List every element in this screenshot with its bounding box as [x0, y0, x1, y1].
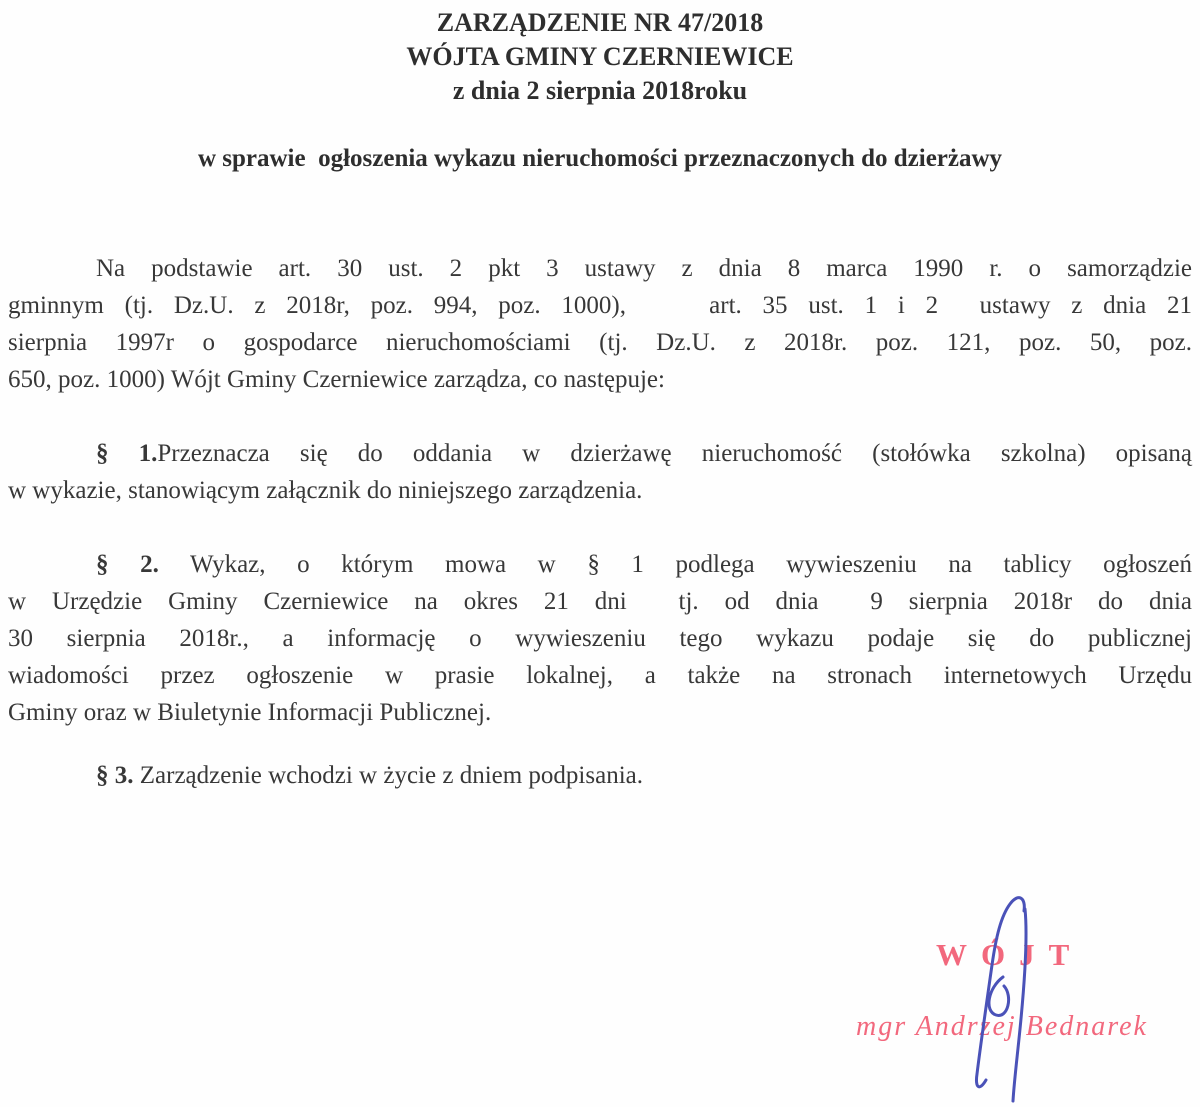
section-2 — [8, 546, 1192, 731]
section-3 — [8, 757, 1192, 794]
preamble-line-2: gminnym (tj. Dz.U. z 2018r, poz. 994, poz. 1000), art. 35 ust. 1 i 2 ustawy z dnia 21 — [8, 292, 1192, 319]
section-2-line-2: w Urzędzie Gminy Czerniewice na okres 21 dni tj. od dnia 9 sierpnia 2018r do dnia — [8, 588, 1192, 615]
section-2-line-1 — [8, 546, 1192, 583]
title-line-issuer: WÓJTA GMINY CZERNIEWICE — [406, 42, 794, 71]
preamble-line-4: 650, poz. 1000) Wójt Gminy Czerniewice zarządza, co następuje: — [8, 366, 665, 393]
section-2-line-3: 30 sierpnia 2018r., a informację o wywieszeniu tego wykazu podaje się do publicznej — [8, 625, 1192, 652]
document-title — [8, 6, 1192, 108]
section-3-marker: § 3. — [96, 762, 134, 789]
stamp-name: mgr Andrzej Bednarek — [856, 1011, 1148, 1042]
preamble-paragraph — [8, 250, 1192, 398]
stamp-title: WÓJT — [936, 937, 1084, 972]
section-3-line-1 — [8, 757, 1192, 794]
signature-block — [850, 885, 1190, 1107]
title-line-date: z dnia 2 sierpnia 2018roku — [452, 76, 748, 105]
section-2-line-4: wiadomości przez ogłoszenie w prasie lokalnej, a także na stronach internetowych Urzędu — [8, 662, 1192, 689]
section-1-line-2: w wykazie, stanowiącym załącznik do niniejszego zarządzenia. — [8, 477, 643, 504]
section-2-text: Wykaz, o którym mowa w § 1 podlega wywieszeniu na tablicy ogłoszeń — [158, 551, 1192, 578]
preamble-line-3: sierpnia 1997r o gospodarce nieruchomościami (tj. Dz.U. z 2018r. poz. 121, poz. 50, poz. — [8, 329, 1192, 356]
section-1-marker: § 1. — [96, 440, 158, 467]
subject-line: w sprawie ogłoszenia wykazu nieruchomości przeznaczonych do dzierżawy — [197, 145, 1003, 172]
section-2-line-5: Gminy oraz w Biuletynie Informacji Publicznej. — [8, 699, 492, 726]
section-1-text: Przeznacza się do oddania w dzierżawę nieruchomość (stołówka szkolna) opisaną — [157, 440, 1193, 467]
signature-ink — [940, 889, 1070, 1105]
section-1-line-1 — [8, 435, 1192, 472]
section-2-marker: § 2. — [96, 551, 159, 578]
section-3-text: Zarządzenie wchodzi w życie z dniem podpisania. — [133, 762, 643, 789]
preamble-line-1: Na podstawie art. 30 ust. 2 pkt 3 ustawy z dnia 8 marca 1990 r. o samorządzie — [96, 255, 1192, 282]
section-1 — [8, 435, 1192, 509]
title-line-number: ZARZĄDZENIE NR 47/2018 — [436, 8, 764, 37]
